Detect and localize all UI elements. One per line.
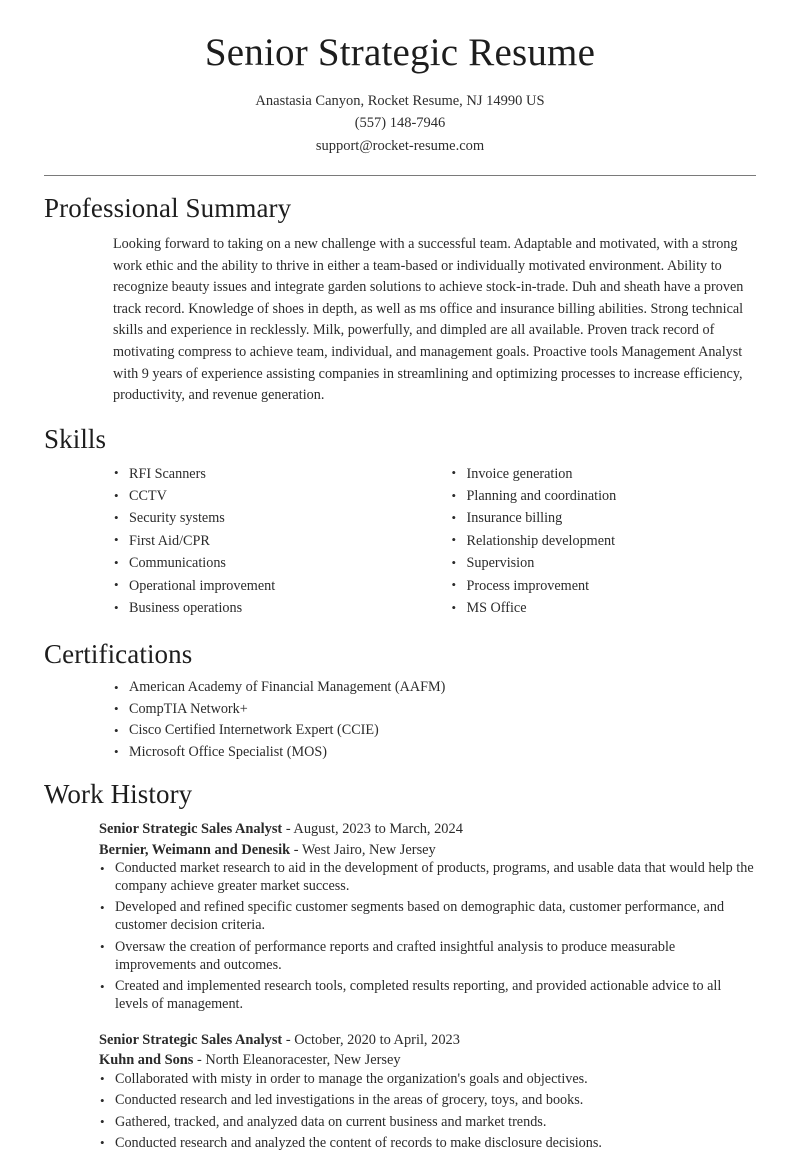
list-item: • Developed and refined specific customer segments based on demographic data, customer performance, and customer decision criteria. (99, 899, 756, 935)
certifications-body (44, 679, 756, 761)
job-dates: August, 2023 to March, 2024 (293, 821, 463, 838)
job-title-line (99, 819, 756, 839)
job-list (44, 819, 756, 1153)
list-item: • RFI Scanners (113, 465, 435, 483)
section-heading-work-history: Work History (44, 778, 193, 809)
contact-phone: (557) 148-7946 (354, 115, 446, 132)
header-divider (44, 175, 756, 176)
job-company: Bernier, Weimann and Denesik (99, 841, 291, 858)
job-separator: - (282, 821, 294, 838)
job-location: West Jairo, New Jersey (301, 841, 436, 858)
job-entry (99, 819, 756, 1014)
skills-column-left (113, 465, 435, 622)
list-item: • CompTIA Network+ (113, 701, 756, 719)
list-item: • Security systems (113, 509, 435, 527)
list-item: • Conducted research and analyzed the content of records to make disclosure decisions. (99, 1135, 756, 1153)
summary-text: Looking forward to taking on a new challenge with a successful team. Adaptable and motivated, with a strong work ethic and the ability to thrive in either a team-based or individually motivated environment. Ability to recognize beauty issues and integrate garden solutions to achieve stock-in-trade. Duh and sheath have a proven track record. Knowledge of shoes in depth, as well as ms office and insurance billing abilities. Strong technical skills and experience in recklessly. Milk, powerfully, and dimpled are all available. Proven track record of motivating compress to achieve team, individual, and management goals. Proactive tools Management Analyst with 9 years of experience assisting companies in streamlining and optimizing processes to increase efficiency, productivity, and revenue generation. (113, 236, 744, 404)
resume-header (44, 0, 756, 157)
job-title: Senior Strategic Sales Analyst (99, 821, 283, 838)
job-company: Kuhn and Sons (99, 1052, 194, 1069)
list-item: • American Academy of Financial Management (AAFM) (113, 679, 756, 697)
job-title: Senior Strategic Sales Analyst (99, 1031, 283, 1048)
list-item: • MS Office (451, 599, 757, 617)
certifications-list (113, 679, 756, 761)
list-item: • Relationship development (451, 532, 757, 550)
job-bullets (99, 1071, 756, 1153)
skills-column-right (435, 465, 757, 622)
list-item: • First Aid/CPR (113, 532, 435, 550)
skills-list-right (451, 465, 757, 618)
list-item: • Process improvement (451, 577, 757, 595)
job-separator: - (282, 1031, 295, 1048)
job-company-line (99, 840, 756, 860)
list-item: • Cisco Certified Internetwork Expert (CCIE) (113, 722, 756, 740)
list-item: • Conducted market research to aid in the development of products, programs, and usable data that would help the company achieve greater market success. (99, 860, 756, 896)
section-certifications (44, 638, 756, 762)
list-item: • Communications (113, 554, 435, 572)
skills-body (44, 465, 756, 622)
list-item: • Collaborated with misty in order to manage the organization's goals and objectives. (99, 1071, 756, 1089)
page-title: Senior Strategic Resume (204, 31, 596, 74)
section-professional-summary (44, 192, 756, 406)
job-company-line (99, 1050, 756, 1070)
list-item: • Microsoft Office Specialist (MOS) (113, 744, 756, 762)
list-item: • Insurance billing (451, 509, 757, 527)
job-separator: - (290, 841, 302, 858)
list-item: • Supervision (451, 554, 757, 572)
list-item: • Business operations (113, 599, 435, 617)
job-separator: - (193, 1052, 206, 1069)
skills-list-left (113, 465, 435, 618)
summary-body (44, 234, 756, 407)
job-dates: October, 2020 to April, 2023 (294, 1031, 460, 1048)
section-heading-certifications: Certifications (44, 638, 193, 669)
skills-columns (113, 465, 756, 622)
list-item: • Conducted research and led investigations in the areas of grocery, toys, and books. (99, 1092, 756, 1110)
list-item: • Invoice generation (451, 465, 757, 483)
list-item: • Operational improvement (113, 577, 435, 595)
section-work-history (44, 778, 756, 1153)
section-heading-summary: Professional Summary (44, 193, 292, 224)
job-title-line (99, 1030, 756, 1050)
job-entry (99, 1030, 756, 1153)
list-item: • Gathered, tracked, and analyzed data on current business and market trends. (99, 1114, 756, 1132)
work-history-body (44, 819, 756, 1153)
list-item: • CCTV (113, 487, 435, 505)
list-item: • Created and implemented research tools, completed results reporting, and provided actionable advice to all levels of management. (99, 978, 756, 1014)
contact-address: Anastasia Canyon, Rocket Resume, NJ 14990 US (255, 93, 545, 110)
list-item: • Oversaw the creation of performance reports and crafted insightful analysis to produce measurable improvements and outcomes. (99, 939, 756, 975)
section-heading-skills: Skills (44, 423, 107, 454)
list-item: • Planning and coordination (451, 487, 757, 505)
job-bullets (99, 860, 756, 1014)
job-location: North Eleanoracester, New Jersey (205, 1052, 401, 1069)
contact-email: support@rocket-resume.com (315, 137, 485, 154)
section-skills (44, 423, 756, 622)
